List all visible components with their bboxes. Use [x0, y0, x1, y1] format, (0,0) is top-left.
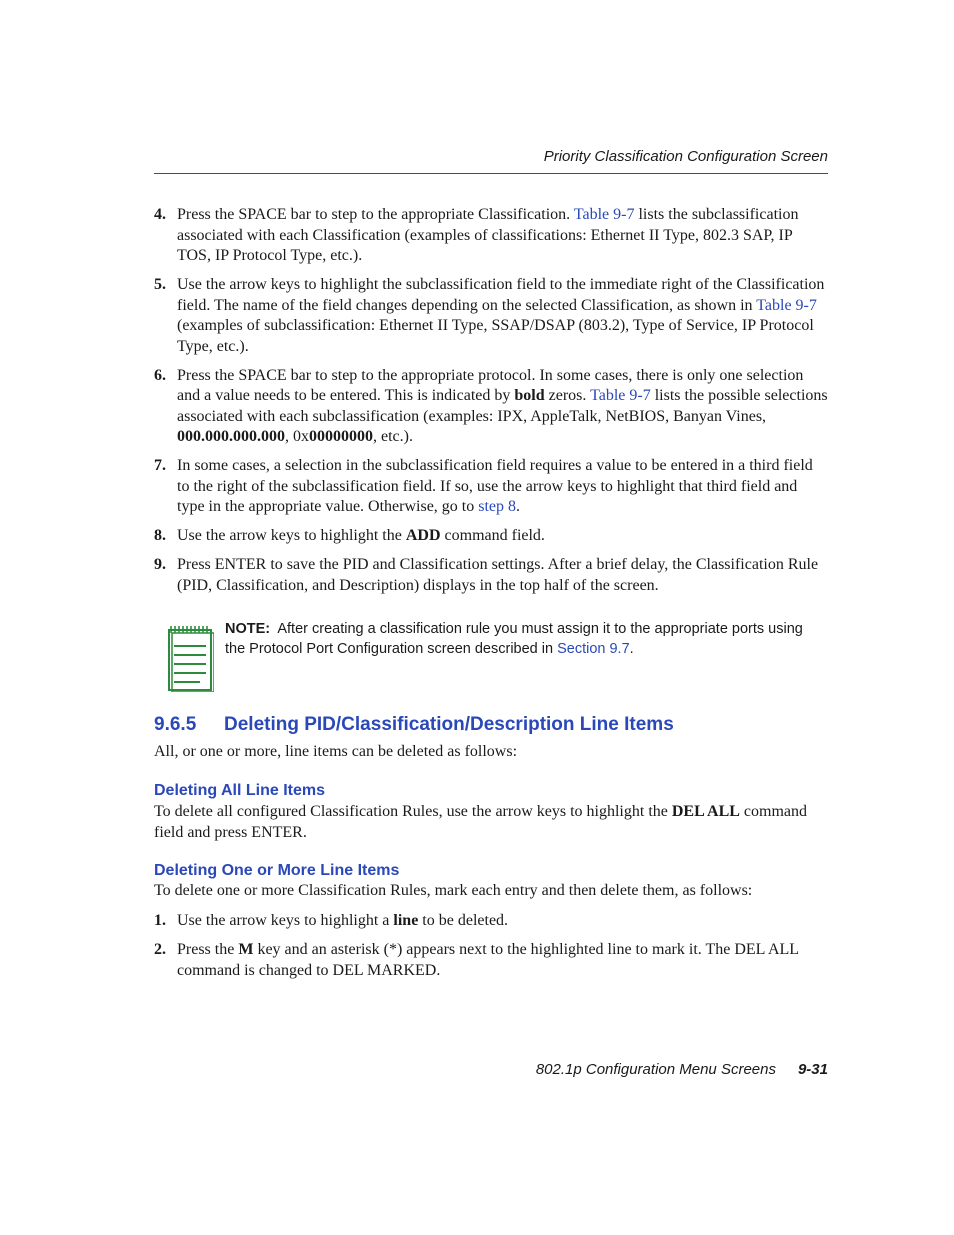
step-text: Press the SPACE bar to step to the appropriate Classification. Table 9-7 lists the subclassification associated with each Classification (examples of classifications: Ethernet II Type, 802.3 SAP, IP TOS, IP Protocol Type, etc.).: [177, 206, 799, 264]
step-number: 4.: [154, 206, 166, 223]
cross-reference-link[interactable]: Table 9-7: [756, 296, 817, 314]
bold-text: 000.000.000.000: [177, 428, 285, 445]
bold-text: 00000000: [309, 428, 373, 445]
page-number: 9-31: [797, 1061, 828, 1078]
subheading-delete-all: Deleting All Line Items: [154, 782, 325, 799]
section-number: 9.6.5: [154, 714, 197, 735]
note-end: .: [629, 640, 634, 657]
step-text: Press the M key and an asterisk (*) appears next to the highlighted line to mark it. The DEL ALL command is changed to DEL MARKED.: [177, 941, 799, 979]
section-link[interactable]: Section 9.7: [557, 640, 630, 657]
list-item: [154, 205, 828, 267]
subheading-delete-some: Deleting One or More Line Items: [154, 862, 400, 879]
step-number: 1.: [154, 912, 166, 929]
step-number: 6.: [154, 366, 166, 384]
step-text: Use the arrow keys to highlight the subclassification field to the immediate right of the Classification field. The name of the field changes depending on the selected Classification, as shown in Table 9-7 (examples of subclassification: Ethernet II Type, SSAP/DSAP (803.2), Type of Service, IP Protocol Type, etc.).: [177, 276, 825, 355]
list-item: [154, 555, 828, 596]
step-number: 9.: [154, 556, 166, 573]
procedure-steps: [154, 205, 828, 605]
list-item: [154, 940, 828, 981]
list-item: [154, 911, 828, 932]
bold-text: M: [238, 941, 254, 958]
page-footer: [536, 1061, 828, 1078]
step-text: Press the SPACE bar to step to the appropriate protocol. In some cases, there is only one selection and a value needs to be entered. This is indicated by bold zeros. Table 9-7 lists the possible selections associated with each subclassification (examples: IPX, AppleTalk, NetBIOS, Banyan Vines, 000.000.000.000, 0x00000000, etc.).: [177, 366, 828, 445]
cross-reference-link[interactable]: Table 9-7: [573, 206, 635, 223]
bold-text: line: [393, 912, 419, 929]
running-head: Priority Classification Configuration Screen: [543, 148, 828, 165]
section-heading: [154, 714, 674, 736]
section-title: Deleting PID/Classification/Description Line Items: [224, 714, 674, 735]
note-text: [225, 620, 825, 659]
list-item: [154, 526, 828, 547]
delete-all-paragraph: To delete all configured Classification Rules, use the arrow keys to highlight the DEL ALL command field and press ENTER.: [154, 803, 807, 841]
cross-reference-link[interactable]: step 8: [478, 498, 517, 515]
note-label: NOTE:: [225, 621, 271, 637]
step-number: 7.: [154, 457, 166, 474]
step-text: Use the arrow keys to highlight a line to be deleted.: [177, 912, 509, 929]
delete-steps: [154, 911, 828, 990]
list-item: [154, 366, 828, 448]
bold-text: ADD: [405, 527, 441, 544]
list-item: [154, 275, 828, 357]
section-intro: All, or one or more, line items can be deleted as follows:: [154, 743, 518, 760]
footer-chapter: 802.1p Configuration Menu Screens: [535, 1061, 776, 1078]
cross-reference-link[interactable]: Table 9-7: [590, 387, 651, 404]
header-rule: [154, 173, 828, 174]
step-number: 5.: [154, 276, 166, 293]
bold-text: DEL ALL: [671, 803, 740, 820]
note-callout: [166, 620, 828, 696]
step-text: In some cases, a selection in the subclassification field requires a value to be entered in a third field to the right of the subclassification field. If so, use the arrow keys to highlight that third field and type in the appropriate value. Otherwise, go to step 8.: [177, 457, 813, 515]
note-body: After creating a classification rule you must assign it to the appropriate ports using the Protocol Port Configuration screen described in: [225, 621, 803, 657]
list-item: [154, 456, 828, 518]
step-text: Press ENTER to save the PID and Classification settings. After a brief delay, the Classification Rule (PID, Classification, and Description) displays in the top half of the screen.: [177, 556, 819, 594]
notepad-icon: [166, 624, 214, 692]
step-number: 8.: [154, 527, 166, 544]
step-text: Use the arrow keys to highlight the ADD command field.: [177, 527, 545, 544]
step-number: 2.: [154, 941, 166, 958]
delete-some-intro: To delete one or more Classification Rules, mark each entry and then delete them, as follows:: [154, 882, 753, 899]
bold-text: bold: [514, 387, 545, 404]
